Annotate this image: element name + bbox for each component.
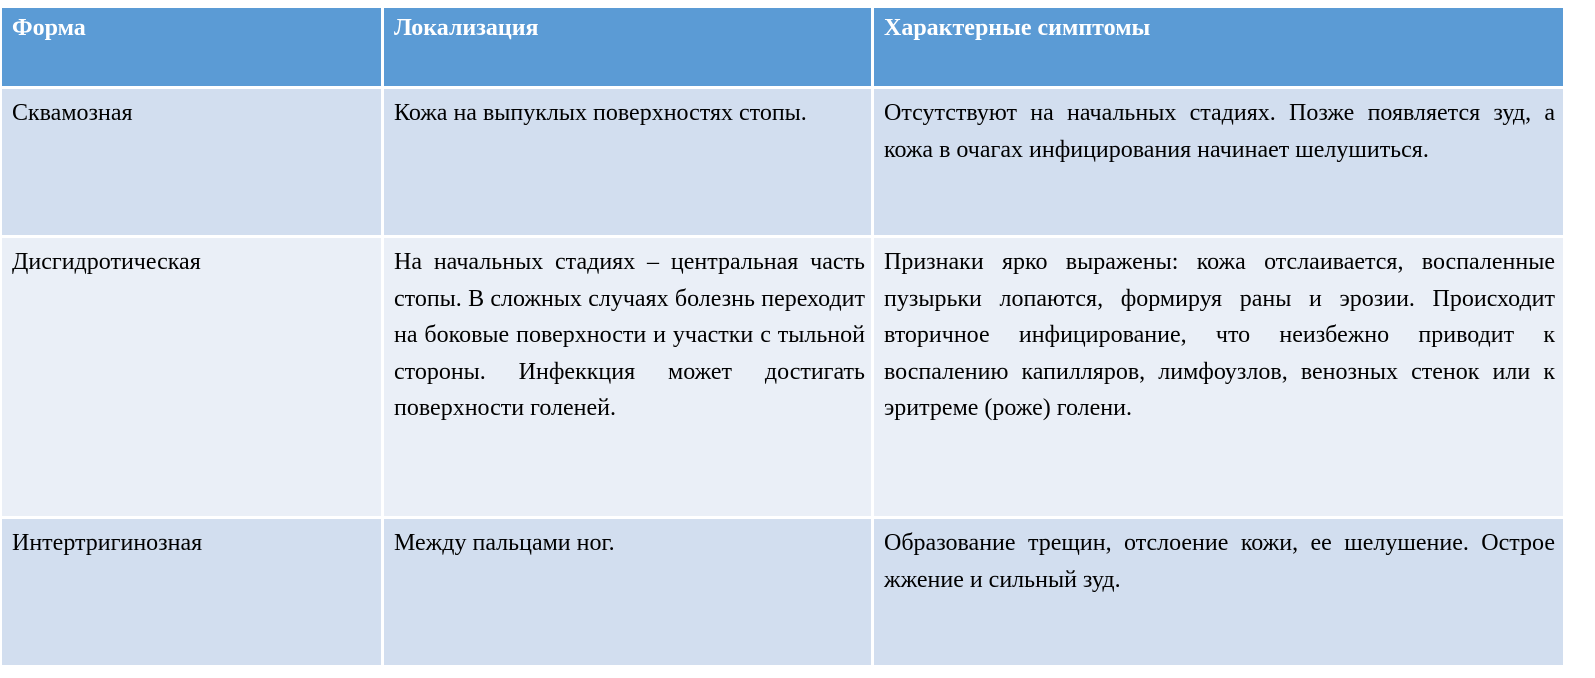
header-symptoms: Характерные симптомы (874, 8, 1563, 86)
row-3-symptoms: Образование трещин, отслоение кожи, ее шелушение. Острое жжение и сильный зуд. (874, 519, 1563, 665)
symptoms-table (2, 8, 1563, 664)
row-1-localization: Кожа на выпуклых поверхностях стопы. (384, 89, 871, 235)
row-3-localization: Между пальцами ног. (384, 519, 871, 665)
row-1-form: Сквамозная (2, 89, 381, 235)
row-2-localization: На начальных стадиях – центральная часть стопы. В сложных случаях болезнь переходит на боковые поверхности и участки с тыльной стороны. Инфеккция может достигать поверхности голеней. (384, 238, 871, 516)
row-2-form: Дисгидротическая (2, 238, 381, 516)
row-1-symptoms: Отсутствуют на начальных стадиях. Позже появляется зуд, а кожа в очагах инфицирования начинает шелушиться. (874, 89, 1563, 235)
row-2-symptoms: Признаки ярко выражены: кожа отслаивается, воспаленные пузырьки лопаются, формируя раны и эрозии. Происходит вторичное инфицирование, что неизбежно приводит к воспалению капилляров, лимфоузлов, венозных стенок или к эритреме (роже) голени. (874, 238, 1563, 516)
row-3-form: Интертригинозная (2, 519, 381, 665)
header-localization: Локализация (384, 8, 871, 86)
header-form: Форма (2, 8, 381, 86)
